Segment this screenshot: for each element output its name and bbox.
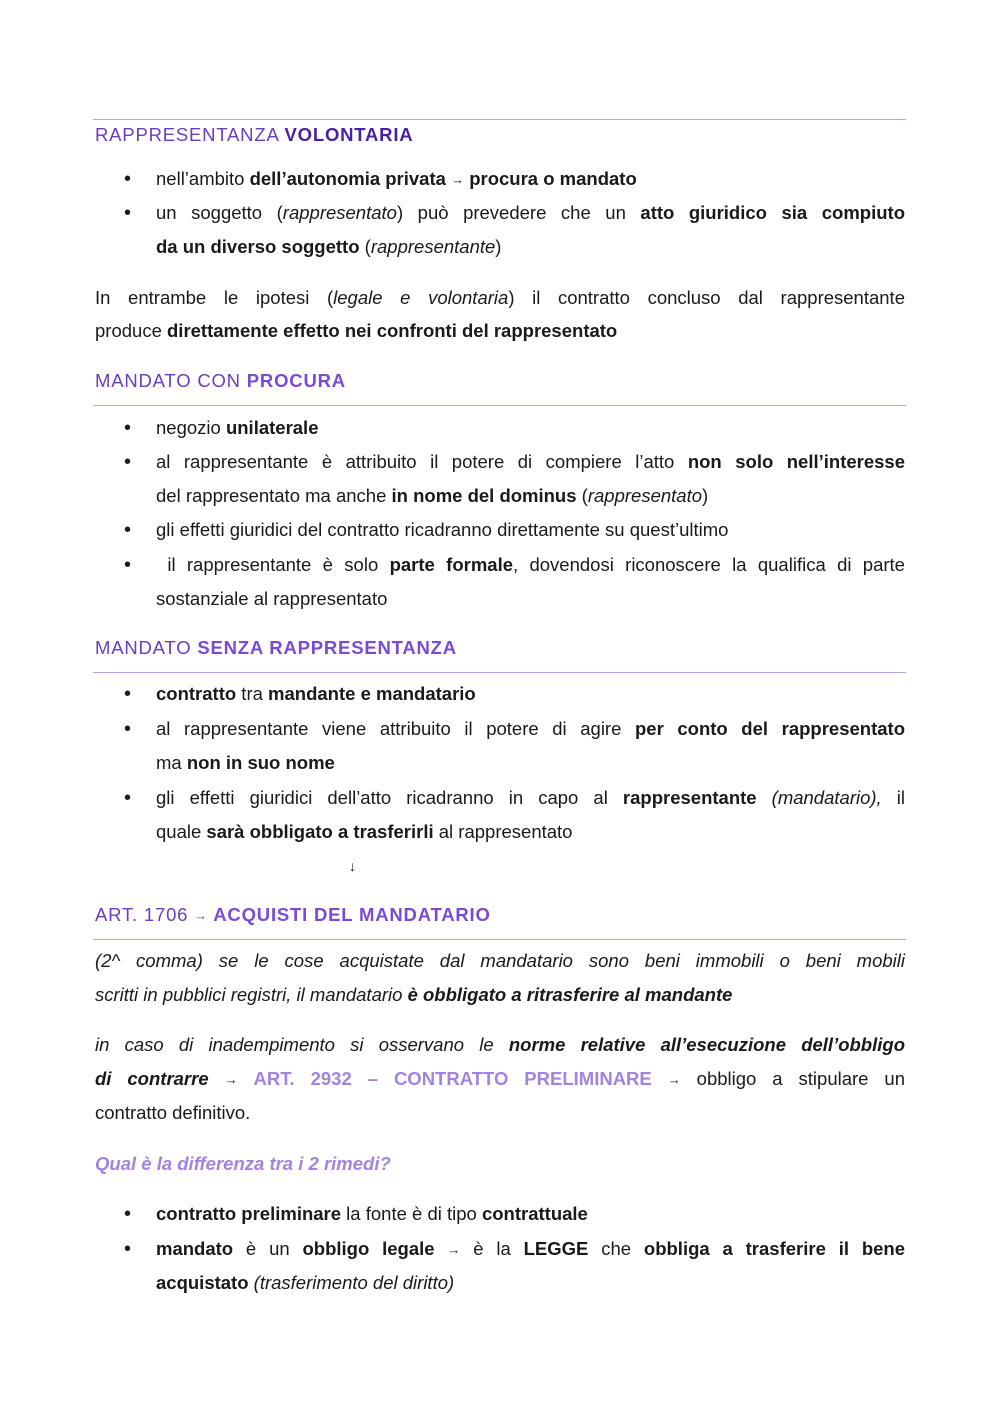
heading-strong: PROCURA	[246, 370, 346, 391]
text: è la	[460, 1238, 524, 1259]
text: al rappresentante è attribuito il potere di compiere l’atto	[156, 451, 688, 472]
heading-art-1706	[95, 903, 491, 929]
list-item-continuation	[156, 230, 905, 264]
italic-text: legale e volontaria	[333, 287, 509, 308]
section-rule	[93, 939, 906, 940]
text: , dovendosi riconoscere la qualifica di parte	[513, 554, 905, 575]
text: )	[702, 485, 709, 506]
article-reference: ART. 2932 – CONTRATTO PRELIMINARE	[253, 1068, 652, 1089]
arrow-down-icon: ↓	[349, 858, 356, 874]
question-heading: Qual è la differenza tra i 2 rimedi?	[95, 1153, 391, 1174]
italic-text: rappresentato	[282, 202, 397, 223]
bullet: •	[124, 168, 132, 190]
text: produce	[95, 320, 167, 341]
italic-text: (2^ comma) se le cose acquistate dal mandatario sono beni immobili o beni mobili	[95, 950, 905, 971]
bold-text: per conto del rappresentato	[634, 718, 905, 739]
heading-mandato-con-procura	[95, 369, 346, 393]
bold-text: in nome del dominus	[391, 485, 577, 506]
text: un soggetto (	[156, 202, 283, 223]
text: quale	[156, 821, 207, 842]
paragraph-line	[95, 978, 905, 1012]
heading-prefix: MANDATO	[95, 637, 198, 658]
text: ) può prevedere che un	[396, 202, 641, 223]
text: al rappresentante viene attribuito il potere di agire	[156, 718, 635, 739]
list-item	[156, 513, 905, 547]
list-item	[156, 548, 905, 582]
text: negozio	[156, 417, 226, 438]
bold-text: contrattuale	[481, 1203, 588, 1224]
bold-text: mandante e mandatario	[268, 683, 476, 704]
bullet: •	[124, 1203, 132, 1225]
text: il	[881, 787, 905, 808]
bold-text: unilaterale	[225, 417, 319, 438]
text: ) il contratto concluso dal rappresentante	[508, 287, 905, 308]
bullet: •	[124, 554, 132, 576]
paragraph-line	[95, 1096, 905, 1130]
heading-prefix: MANDATO CON	[95, 370, 247, 391]
arrow-right-icon: →	[224, 1072, 238, 1087]
list-item-continuation	[156, 746, 905, 780]
italic-text: (trasferimento del diritto)	[248, 1272, 455, 1293]
list-item	[156, 712, 905, 746]
text: contratto definitivo.	[95, 1102, 251, 1123]
italic-text: scritti in pubblici registri, il mandatario	[95, 984, 408, 1005]
list-item	[156, 781, 905, 815]
text: la fonte è di tipo	[341, 1203, 482, 1224]
bold-text: procura o mandato	[469, 168, 637, 189]
bold-text: mandato	[156, 1238, 234, 1259]
section-rule	[93, 405, 906, 406]
text: il rappresentante è solo	[156, 554, 390, 575]
bold-text: contratto preliminare	[156, 1203, 342, 1224]
bold-italic-text: norme relative all’esecuzione dell’obbligo	[508, 1034, 905, 1055]
bullet: •	[124, 1238, 132, 1260]
heading-mandato-senza-rappresentanza	[95, 636, 457, 660]
section-rule	[93, 672, 906, 673]
paragraph-line	[95, 281, 905, 315]
list-item	[156, 677, 905, 711]
text: (	[359, 236, 371, 257]
list-item	[156, 1232, 905, 1268]
bullet: •	[124, 683, 132, 705]
text: (	[576, 485, 588, 506]
bold-text: direttamente effetto nei confronti del rappresentato	[167, 320, 618, 341]
heading-strong: VOLONTARIA	[284, 124, 414, 145]
italic-text: in caso di inadempimento si osservano le	[95, 1034, 509, 1055]
text: obbligo a stipulare un	[680, 1068, 905, 1089]
bold-text: non solo nell’interesse	[687, 451, 906, 472]
paragraph-line	[95, 944, 905, 978]
bullet: •	[124, 718, 132, 740]
arrow-right-icon: →	[447, 1242, 461, 1257]
list-item-continuation	[156, 815, 905, 849]
arrow-right-icon: →	[451, 172, 465, 187]
bullet: •	[124, 202, 132, 224]
list-item-continuation	[156, 479, 905, 513]
bold-text: non in suo nome	[186, 752, 335, 773]
list-item-continuation	[156, 582, 905, 616]
list-item-continuation	[156, 1266, 905, 1300]
list-item	[156, 411, 905, 445]
text: gli effetti giuridici dell’atto ricadranno in capo al	[156, 787, 623, 808]
bold-text: rappresentante	[622, 787, 757, 808]
bold-text: dell’autonomia privata	[249, 168, 446, 189]
bold-text: LEGGE	[523, 1238, 589, 1259]
text: ma	[156, 752, 187, 773]
text: che	[588, 1238, 644, 1259]
bullet: •	[124, 787, 132, 809]
bold-text: parte formale	[389, 554, 513, 575]
paragraph-line	[95, 314, 905, 348]
list-item	[156, 1197, 905, 1231]
italic-text: rappresentante	[370, 236, 496, 257]
list-item	[156, 445, 905, 479]
bold-text: sarà obbligato a trasferirli	[206, 821, 434, 842]
bold-text: contratto	[156, 683, 237, 704]
text: nell’ambito	[156, 168, 250, 189]
bold-italic-text: è obbligato a ritrasferire al mandante	[407, 984, 733, 1005]
bold-text: da un diverso soggetto	[156, 236, 360, 257]
bold-text: acquistato	[156, 1272, 249, 1293]
list-item	[156, 162, 905, 198]
italic-text: rappresentato	[587, 485, 703, 506]
text: al rappresentato	[433, 821, 573, 842]
text: )	[495, 236, 502, 257]
text: del rappresentato ma anche	[156, 485, 392, 506]
bold-text: obbliga a trasferire il bene	[643, 1238, 906, 1259]
text: gli effetti giuridici del contratto ricadranno direttamente su quest’ultimo	[156, 519, 729, 540]
bold-text: atto giuridico sia compiuto	[640, 202, 906, 223]
heading-prefix: ART. 1706	[95, 904, 195, 925]
bold-italic-text: di contrarre	[95, 1068, 209, 1089]
arrow-right-icon: →	[667, 1072, 681, 1087]
list-item	[156, 196, 905, 230]
heading-rappresentanza-volontaria	[95, 123, 413, 147]
text: sostanziale al rappresentato	[156, 588, 388, 609]
italic-text: (mandatario),	[756, 787, 882, 808]
bullet: •	[124, 451, 132, 473]
heading-strong: SENZA RAPPRESENTANZA	[197, 637, 457, 658]
bullet: •	[124, 519, 132, 541]
section-rule	[93, 119, 906, 120]
bold-text: obbligo legale	[302, 1238, 435, 1259]
text: tra	[236, 683, 269, 704]
heading-strong: ACQUISTI DEL MANDATARIO	[208, 904, 491, 925]
text: è un	[233, 1238, 303, 1259]
paragraph-line	[95, 1028, 905, 1062]
arrow-right-icon: →	[194, 908, 209, 923]
heading-prefix: RAPPRESENTANZA	[95, 124, 285, 145]
text: In entrambe le ipotesi (	[95, 287, 334, 308]
paragraph-line	[95, 1062, 905, 1098]
bullet: •	[124, 417, 132, 439]
